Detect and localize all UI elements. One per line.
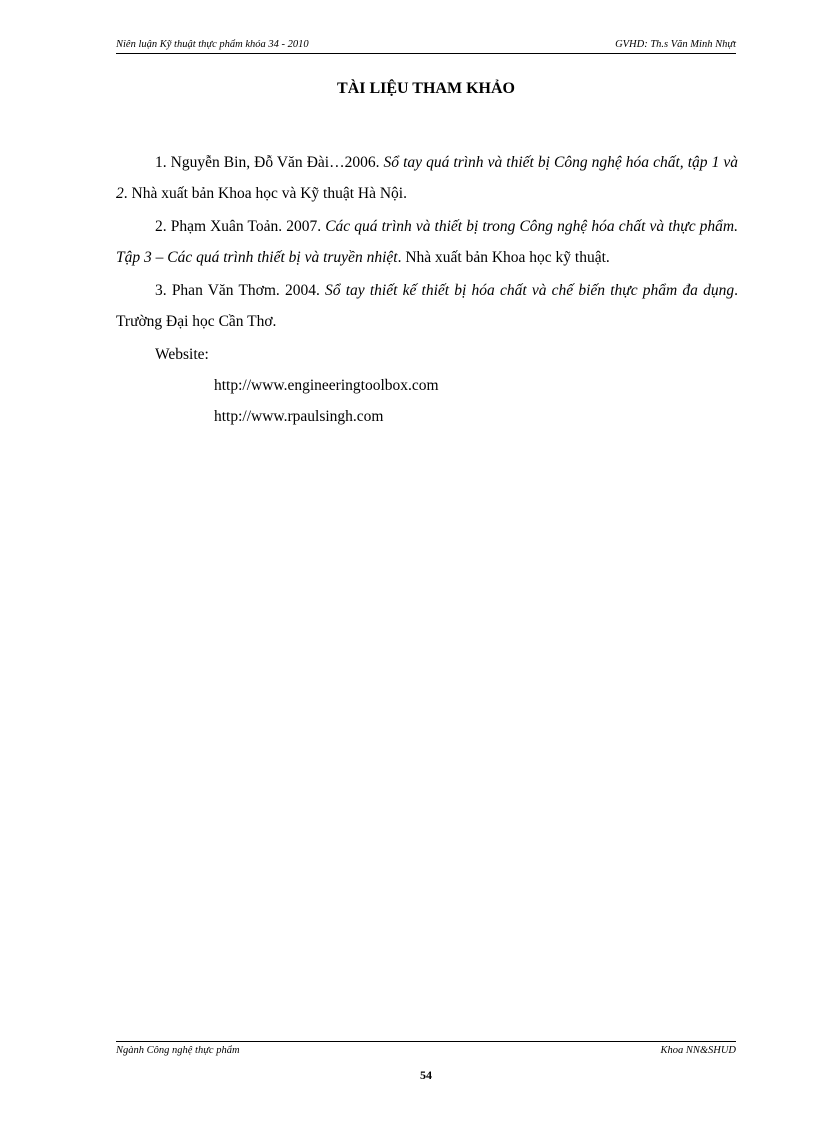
reference-publisher: . Nhà xuất bản Khoa học kỹ thuật. [397,249,610,266]
reference-publisher: . Trường Đại học Cần Thơ. [116,282,738,330]
reference-title: Các quá trình và thiết bị trong Công nghệ hóa chất và thực phẩm. Tập 3 – Các quá trình thiết bị và truyền nhiệt [116,218,738,266]
reference-publisher: . Nhà xuất bản Khoa học và Kỹ thuật Hà Nội. [123,185,407,202]
reference-item [116,211,738,273]
reference-title: Sổ tay thiết kế thiết bị hóa chất và chế biến thực phẩm đa dụng [325,282,735,299]
page-footer [116,1041,736,1056]
reference-item [116,275,738,337]
website-link[interactable]: http://www.rpaulsingh.com [214,408,384,425]
reference-authors-year: 3. Phan Văn Thơm. 2004. [155,282,320,299]
reference-authors-year: 2. Phạm Xuân Toản. 2007. [155,218,322,235]
website-label: Website: [155,346,209,363]
page-title: TÀI LIỆU THAM KHẢO [337,80,515,97]
website-link[interactable]: http://www.engineeringtoolbox.com [214,377,439,394]
references-section [116,147,738,432]
header-left-text: Niên luận Kỹ thuật thực phẩm khóa 34 - 2010 [116,39,309,50]
page-header [116,39,736,54]
footer-right-text: Khoa NN&SHUD [660,1045,736,1056]
page-number: 54 [420,1068,432,1082]
reference-item [116,147,738,209]
reference-authors-year: 1. Nguyễn Bin, Đỗ Văn Đài…2006. [155,154,380,171]
footer-left-text: Ngành Công nghệ thực phẩm [116,1045,240,1056]
header-right-text: GVHD: Th.s Văn Minh Nhựt [615,39,736,50]
reference-title: Sổ tay quá trình và thiết bị Công nghệ hóa chất, tập 1 và 2 [116,154,739,202]
